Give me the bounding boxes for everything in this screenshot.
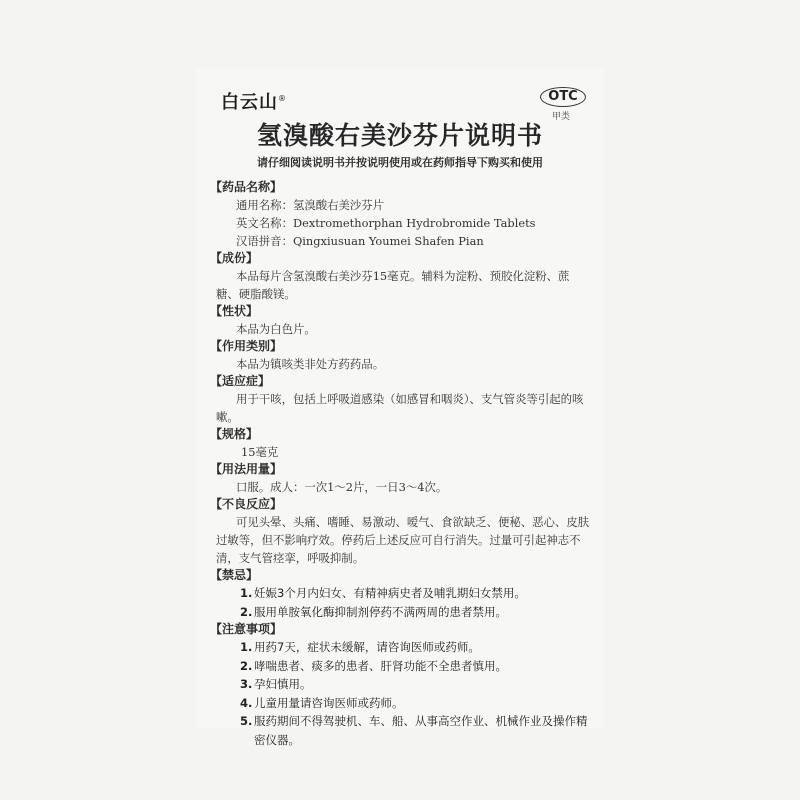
leaflet-content xyxy=(210,179,592,749)
list-item-text: 孕妇慎用。 xyxy=(254,677,312,691)
list-item-text: 服用单胺氧化酶抑制剂停药不满两周的患者禁用。 xyxy=(254,604,507,619)
pinyin-name: 汉语拼音：Qingxiusuan Youmei Shafen Pian xyxy=(236,234,484,248)
section-heading-drug-name: 【药品名称】 xyxy=(210,180,283,194)
category-text: 本品为镇咳类非处方药药品。 xyxy=(236,357,385,371)
section-heading-category: 【作用类别】 xyxy=(210,339,283,353)
list-item-number: 2. xyxy=(240,604,253,619)
section-heading-precautions: 【注意事项】 xyxy=(210,622,283,636)
indications-text: 用于干咳，包括上呼吸道感染（如感冒和咽炎）、支气管炎等引起的咳嗽。 xyxy=(216,392,584,424)
list-item-number: 3. xyxy=(240,677,253,691)
list-item-number: 1. xyxy=(240,640,253,654)
list-item-number: 5. xyxy=(240,714,253,728)
specification-text: 15毫克 xyxy=(241,445,279,459)
list-item-text: 服药期间不得驾驶机、车、船、从事高空作业、机械作业及操作精密仪器。 xyxy=(254,714,588,747)
list-item-text: 用药7天，症状未缓解，请咨询医师或药师。 xyxy=(254,640,480,654)
otc-badge: OTC xyxy=(540,87,586,107)
list-item xyxy=(216,694,592,713)
list-item-text: 儿童用量请咨询医师或药师。 xyxy=(254,695,404,710)
section-heading-specification: 【规格】 xyxy=(210,427,259,441)
list-item xyxy=(216,712,592,749)
list-item xyxy=(216,638,592,657)
section-heading-appearance: 【性状】 xyxy=(210,304,259,318)
brand-logo xyxy=(221,88,287,114)
list-item-number: 4. xyxy=(240,695,253,710)
appearance-text: 本品为白色片。 xyxy=(236,322,316,336)
list-item-text: 妊娠3个月内妇女、有精神病史者及哺乳期妇女禁用。 xyxy=(254,586,526,600)
list-item-text: 哮喘患者、痰多的患者、肝肾功能不全患者慎用。 xyxy=(254,658,507,673)
list-item xyxy=(216,675,592,694)
section-heading-dosage: 【用法用量】 xyxy=(210,462,283,476)
ingredients-text: 本品每片含氢溴酸右美沙芬15毫克。辅料为淀粉、预胶化淀粉、蔗糖、硬脂酸镁。 xyxy=(216,269,570,301)
list-item xyxy=(216,584,592,603)
list-item-number: 2. xyxy=(240,658,253,673)
registered-mark: ® xyxy=(278,94,287,103)
section-heading-ingredients: 【成份】 xyxy=(210,251,259,265)
document-title: 氢溴酸右美沙芬片说明书 xyxy=(256,121,543,150)
otc-class-label: 甲类 xyxy=(552,112,571,122)
dosage-text: 口服。成人：一次1～2片，一日3～4次。 xyxy=(236,480,448,494)
section-heading-contraindications: 【禁忌】 xyxy=(210,568,259,582)
list-item-number: 1. xyxy=(240,586,253,600)
generic-name: 通用名称：氢溴酸右美沙芬片 xyxy=(236,198,385,212)
brand-name: 白云山 xyxy=(221,92,278,113)
list-item xyxy=(216,657,592,676)
document-subtitle: 请仔细阅读说明书并按说明使用或在药师指导下购买和使用 xyxy=(257,156,543,169)
list-item xyxy=(216,603,592,622)
english-name: 英文名称：Dextromethorphan Hydrobromide Tablets xyxy=(236,216,536,230)
section-heading-adverse-reactions: 【不良反应】 xyxy=(210,497,283,511)
adverse-reactions-text: 可见头晕、头痛、嗜睡、易激动、嗳气、食欲缺乏、便秘、恶心、皮肤过敏等，但不影响疗效。停药后上述反应可自行消失。过量可引起神志不清，支气管痉挛，呼吸抑制。 xyxy=(216,515,590,565)
section-heading-indications: 【适应症】 xyxy=(210,374,271,388)
